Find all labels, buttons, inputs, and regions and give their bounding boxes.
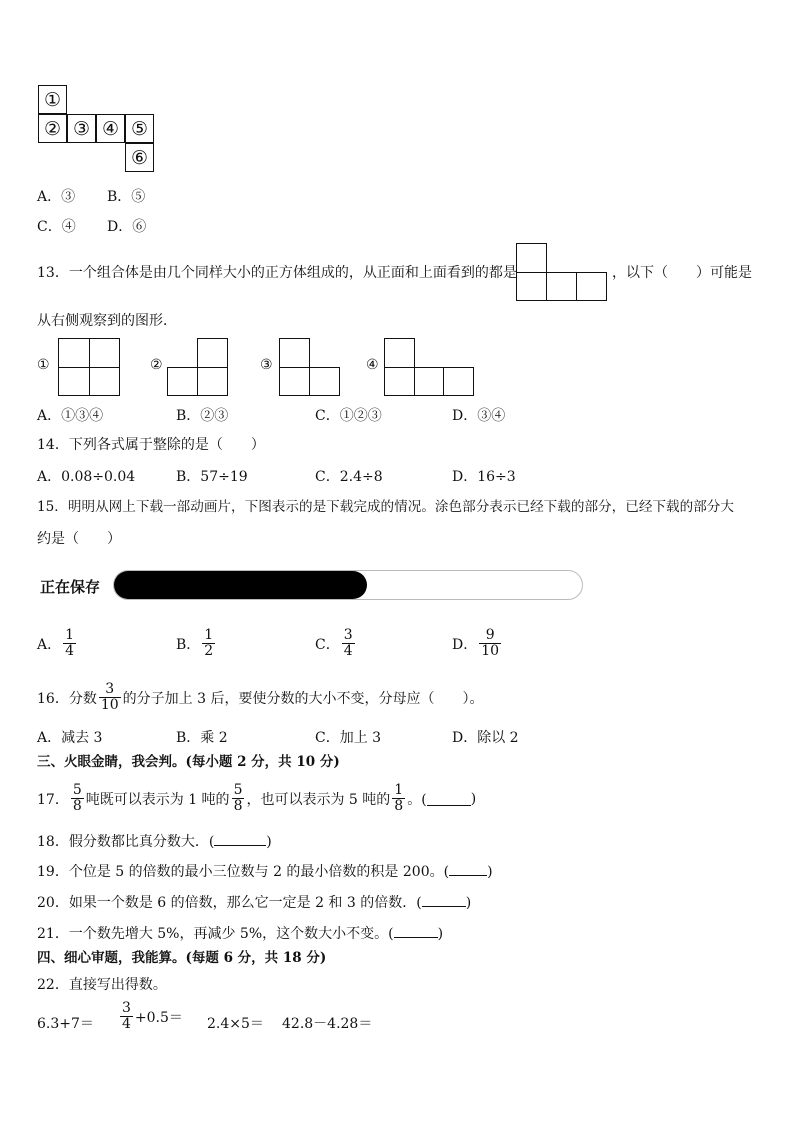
section-3-heading: 三、火眼金睛，我会判。(每小题 2 分，共 10 分) <box>37 754 340 770</box>
q15-option-a-letter: A． <box>37 636 62 653</box>
q12-option-d[interactable]: D．⑥ <box>107 219 147 235</box>
q19-end: ) <box>487 864 493 880</box>
net-label-6: ⑥ <box>130 146 149 169</box>
q21-answer-blank[interactable] <box>394 923 438 938</box>
fig-square <box>443 367 474 396</box>
q15-option-c[interactable] <box>315 628 357 659</box>
fraction-denominator: 8 <box>233 798 243 814</box>
q19-answer-blank[interactable] <box>449 861 487 876</box>
fraction-denominator: 2 <box>204 643 214 659</box>
fig-square <box>414 367 444 396</box>
q13-text: 13．一个组合体是由几个同样大小的正方体组成的，从正面和上面看到的都是 <box>37 265 517 281</box>
q13-figure-label-2: ② <box>150 357 163 373</box>
fig-square <box>384 367 415 396</box>
q16-text <box>37 682 483 713</box>
q16-option-c[interactable]: C．加上 3 <box>315 730 382 746</box>
q17-label: 17． <box>37 791 69 808</box>
q17-end: ) <box>470 790 477 807</box>
q22-expression-2 <box>118 1001 183 1032</box>
q13-option-c[interactable]: C．①②③ <box>315 408 382 424</box>
q21-statement: 21．一个数先增大 5%，再减少 5%，这个数大小不变。( <box>37 926 394 942</box>
q21-end: ) <box>437 926 444 942</box>
q17-text <box>37 783 476 814</box>
q16-option-d[interactable]: D．除以 2 <box>452 730 519 746</box>
q16-suffix: 的分子加上 3 后，要使分数的大小不变，分母应（ ）。 <box>122 690 484 707</box>
net-label-5: ⑤ <box>130 117 149 140</box>
q15-option-d[interactable] <box>452 628 503 659</box>
view-square <box>576 272 607 301</box>
q16-fraction <box>99 682 121 713</box>
fig-square <box>167 367 198 396</box>
download-progress-fill <box>114 571 367 599</box>
fig-square <box>309 367 340 396</box>
q22-fraction <box>120 1001 133 1032</box>
q14-option-d[interactable]: D．16÷3 <box>452 469 516 485</box>
q15-option-d-letter: D． <box>452 636 478 653</box>
q15-option-b-letter: B． <box>176 636 201 653</box>
q22-text: 22．直接写出得数。 <box>37 977 167 993</box>
fraction-denominator: 10 <box>481 643 500 659</box>
q17-part-3: 。( <box>407 791 427 808</box>
fraction-denominator: 8 <box>394 798 404 814</box>
q20-answer-blank[interactable] <box>422 892 466 907</box>
q18-statement: 18．假分数都比真分数大．( <box>37 834 215 850</box>
q22-expression-2-rest: +0.5＝ <box>134 1009 183 1026</box>
fraction-numerator: 1 <box>204 627 214 643</box>
fraction-numerator: 3 <box>105 681 115 697</box>
fraction-denominator: 10 <box>100 697 119 713</box>
section-4-heading: 四、细心审题，我能算。(每题 6 分，共 18 分) <box>37 950 327 966</box>
q14-option-b[interactable]: B．57÷19 <box>176 469 248 485</box>
q13-figure-label-3: ③ <box>260 357 273 373</box>
q17-part-2: ，也可以表示为 5 吨的 <box>246 791 391 808</box>
q13-option-a[interactable]: A．①③④ <box>37 408 104 424</box>
q22-expression-1: 6.3+7＝ <box>37 1016 94 1032</box>
q17-part-1: 吨既可以表示为 1 吨的 <box>85 791 230 808</box>
q13-option-d[interactable]: D．③④ <box>452 408 506 424</box>
q17-fraction-2 <box>232 783 245 814</box>
q17-answer-blank[interactable] <box>427 791 471 806</box>
fraction-denominator: 8 <box>72 798 82 814</box>
q15-option-b-fraction <box>202 628 215 659</box>
q15-option-a[interactable] <box>37 628 78 659</box>
q16-option-b[interactable]: B．乘 2 <box>176 730 228 746</box>
net-label-3: ③ <box>72 117 91 140</box>
q18-end: ) <box>266 834 272 850</box>
fig-square <box>58 338 90 368</box>
q13-text-after: ，以下（ ）可能是 <box>612 265 752 281</box>
fig-square <box>197 367 228 396</box>
q13-option-b[interactable]: B．②③ <box>176 408 229 424</box>
fig-square <box>197 338 228 368</box>
q15-option-d-fraction <box>479 628 501 659</box>
progress-label: 正在保存 <box>40 578 101 596</box>
q13-text-line2: 从右侧观察到的图形． <box>37 313 177 329</box>
fraction-numerator: 3 <box>343 627 353 643</box>
q15-option-b[interactable] <box>176 628 217 659</box>
q21-text <box>37 923 443 944</box>
q19-statement: 19．个位是 5 的倍数的最小三位数与 2 的最小倍数的积是 200。( <box>37 864 450 880</box>
q20-statement: 20．如果一个数是 6 的倍数，那么它一定是 2 和 3 的倍数．( <box>37 895 422 911</box>
q22-expression-4: 42.8－4.28＝ <box>282 1016 373 1032</box>
view-square <box>546 272 577 301</box>
q15-option-c-letter: C． <box>315 636 340 653</box>
fraction-numerator: 1 <box>394 782 404 798</box>
fraction-numerator: 1 <box>65 627 75 643</box>
q13-figure-label-1: ① <box>37 357 50 373</box>
fraction-denominator: 4 <box>65 643 75 659</box>
fig-square <box>89 338 120 368</box>
net-label-1: ① <box>43 88 62 111</box>
q17-fraction-3 <box>392 783 405 814</box>
q14-text: 14．下列各式属于整除的是（ ） <box>37 437 265 453</box>
fig-square <box>384 338 415 368</box>
q17-fraction-1 <box>71 783 84 814</box>
net-label-2: ② <box>43 117 62 140</box>
q19-text <box>37 861 493 882</box>
fraction-numerator: 9 <box>485 627 495 643</box>
view-square <box>516 243 547 273</box>
q22-expression-3: 2.4×5＝ <box>207 1016 264 1032</box>
q20-text <box>37 892 471 913</box>
fraction-denominator: 4 <box>122 1016 131 1032</box>
net-label-4: ④ <box>101 117 120 140</box>
q14-option-c[interactable]: C．2.4÷8 <box>315 469 383 485</box>
q14-option-a[interactable]: A．0.08÷0.04 <box>37 469 136 485</box>
fig-square <box>279 338 310 368</box>
q18-text <box>37 831 272 852</box>
q12-option-c[interactable]: C．④ <box>37 219 76 235</box>
q15-text-line1: 15．明明从网上下载一部动画片，下图表示的是下载完成的情况。涂色部分表示已经下载的部分，已经下载的部分大 <box>37 499 734 515</box>
fraction-numerator: 3 <box>122 1000 131 1016</box>
q15-option-c-fraction <box>342 628 355 659</box>
view-square <box>516 272 547 301</box>
q15-option-a-fraction <box>63 628 76 659</box>
fig-square <box>279 367 310 396</box>
fraction-numerator: 5 <box>72 782 82 798</box>
fraction-denominator: 4 <box>343 643 353 659</box>
fig-square <box>89 367 120 396</box>
q12-option-b[interactable]: B．⑤ <box>107 189 146 205</box>
download-progress-bar <box>113 570 583 600</box>
q20-end: ) <box>465 895 472 911</box>
q15-text-line2: 约是（ ） <box>37 531 121 547</box>
q13-figure-label-4: ④ <box>366 357 379 373</box>
fig-square <box>58 367 90 396</box>
fraction-numerator: 5 <box>233 782 243 798</box>
q18-answer-blank[interactable] <box>214 831 266 846</box>
q16-prefix: 16．分数 <box>37 690 97 707</box>
q12-option-a[interactable]: A．③ <box>37 189 76 205</box>
q16-option-a[interactable]: A．减去 3 <box>37 730 103 746</box>
